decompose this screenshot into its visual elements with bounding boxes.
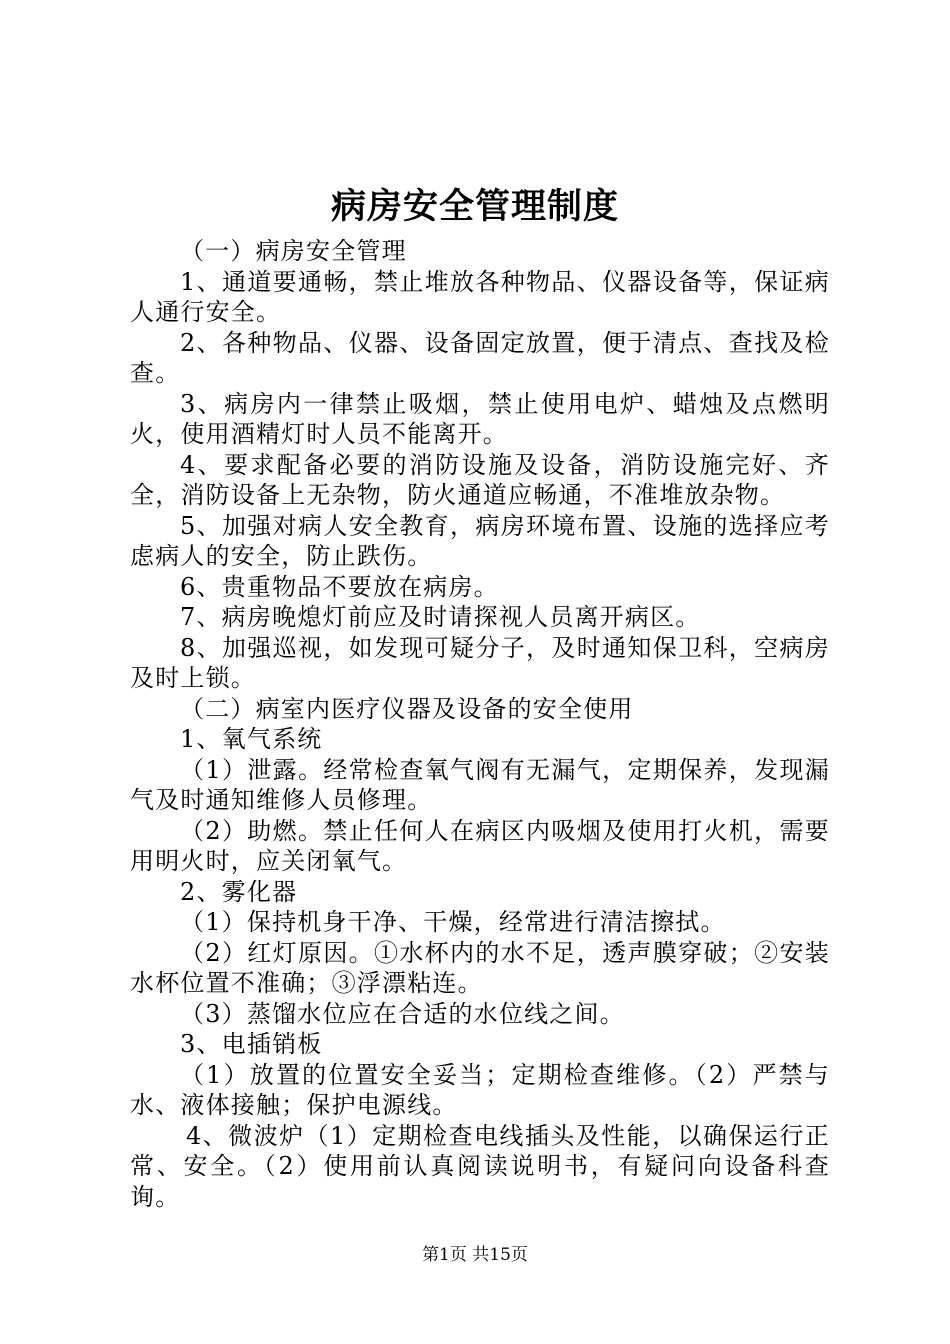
paragraph: （1）保持机身干净、干燥，经常进行清洁擦拭。 [180,908,726,936]
paragraph: 2、各种物品、仪器、设备固定放置，便于清点、查找及检查。 [130,328,830,387]
document-title: 病房安全管理制度 [330,186,619,227]
paragraph: 5、加强对病人安全教育，病房环境布置、设施的选择应考虑病人的安全，防止跌伤。 [130,511,830,570]
paragraph: 4、要求配备必要的消防设施及设备，消防设施完好、齐全，消防设备上无杂物，防火通道应畅通，不准堆放杂物。 [130,450,830,509]
section-heading: （二）病室内医疗仪器及设备的安全使用 [180,694,634,723]
paragraph: （3）蒸馏水位应在合适的水位线之间。 [180,999,625,1028]
paragraph: 4、微波炉（1）定期检查电线插头及性能，以确保运行正常、安全。（2）使用前认真阅读说明书，有疑问向设备科查询。 [130,1121,830,1211]
paragraph: （2）助燃。禁止任何人在病区内吸烟及使用打火机，需要用明火时，应关闭氧气。 [130,816,830,875]
document-body [130,236,830,1212]
paragraph: 1、通道要通畅，禁止堆放各种物品、仪器设备等，保证病人通行安全。 [130,267,830,326]
paragraph: 7、病房晚熄灯前应及时请探视人员离开病区。 [180,603,701,631]
subsection-heading: 3、电插销板 [180,1030,323,1058]
paragraph: 8、加强巡视，如发现可疑分子，及时通知保卫科，空病房及时上锁。 [130,633,830,692]
section-heading: （一）病房安全管理 [180,237,407,265]
subsection-heading: 1、氧气系统 [180,725,323,753]
paragraph: （1）泄露。经常检查氧气阀有无漏气，定期保养，发现漏气及时通知维修人员修理。 [130,755,830,814]
paragraph: 3、病房内一律禁止吸烟，禁止使用电炉、蜡烛及点燃明火，使用酒精灯时人员不能离开。 [130,389,830,448]
subsection-heading: 2、雾化器 [180,877,298,906]
paragraph: （2）红灯原因。①水杯内的水不足，透声膜穿破；②安装水杯位置不准确；③浮漂粘连。 [130,938,830,997]
paragraph: 6、贵重物品不要放在病房。 [180,572,499,601]
paragraph: （1）放置的位置安全妥当；定期检查维修。（2）严禁与水、液体接触；保护电源线。 [130,1060,830,1119]
page-footer: 第1页 共15页 [422,1245,528,1265]
